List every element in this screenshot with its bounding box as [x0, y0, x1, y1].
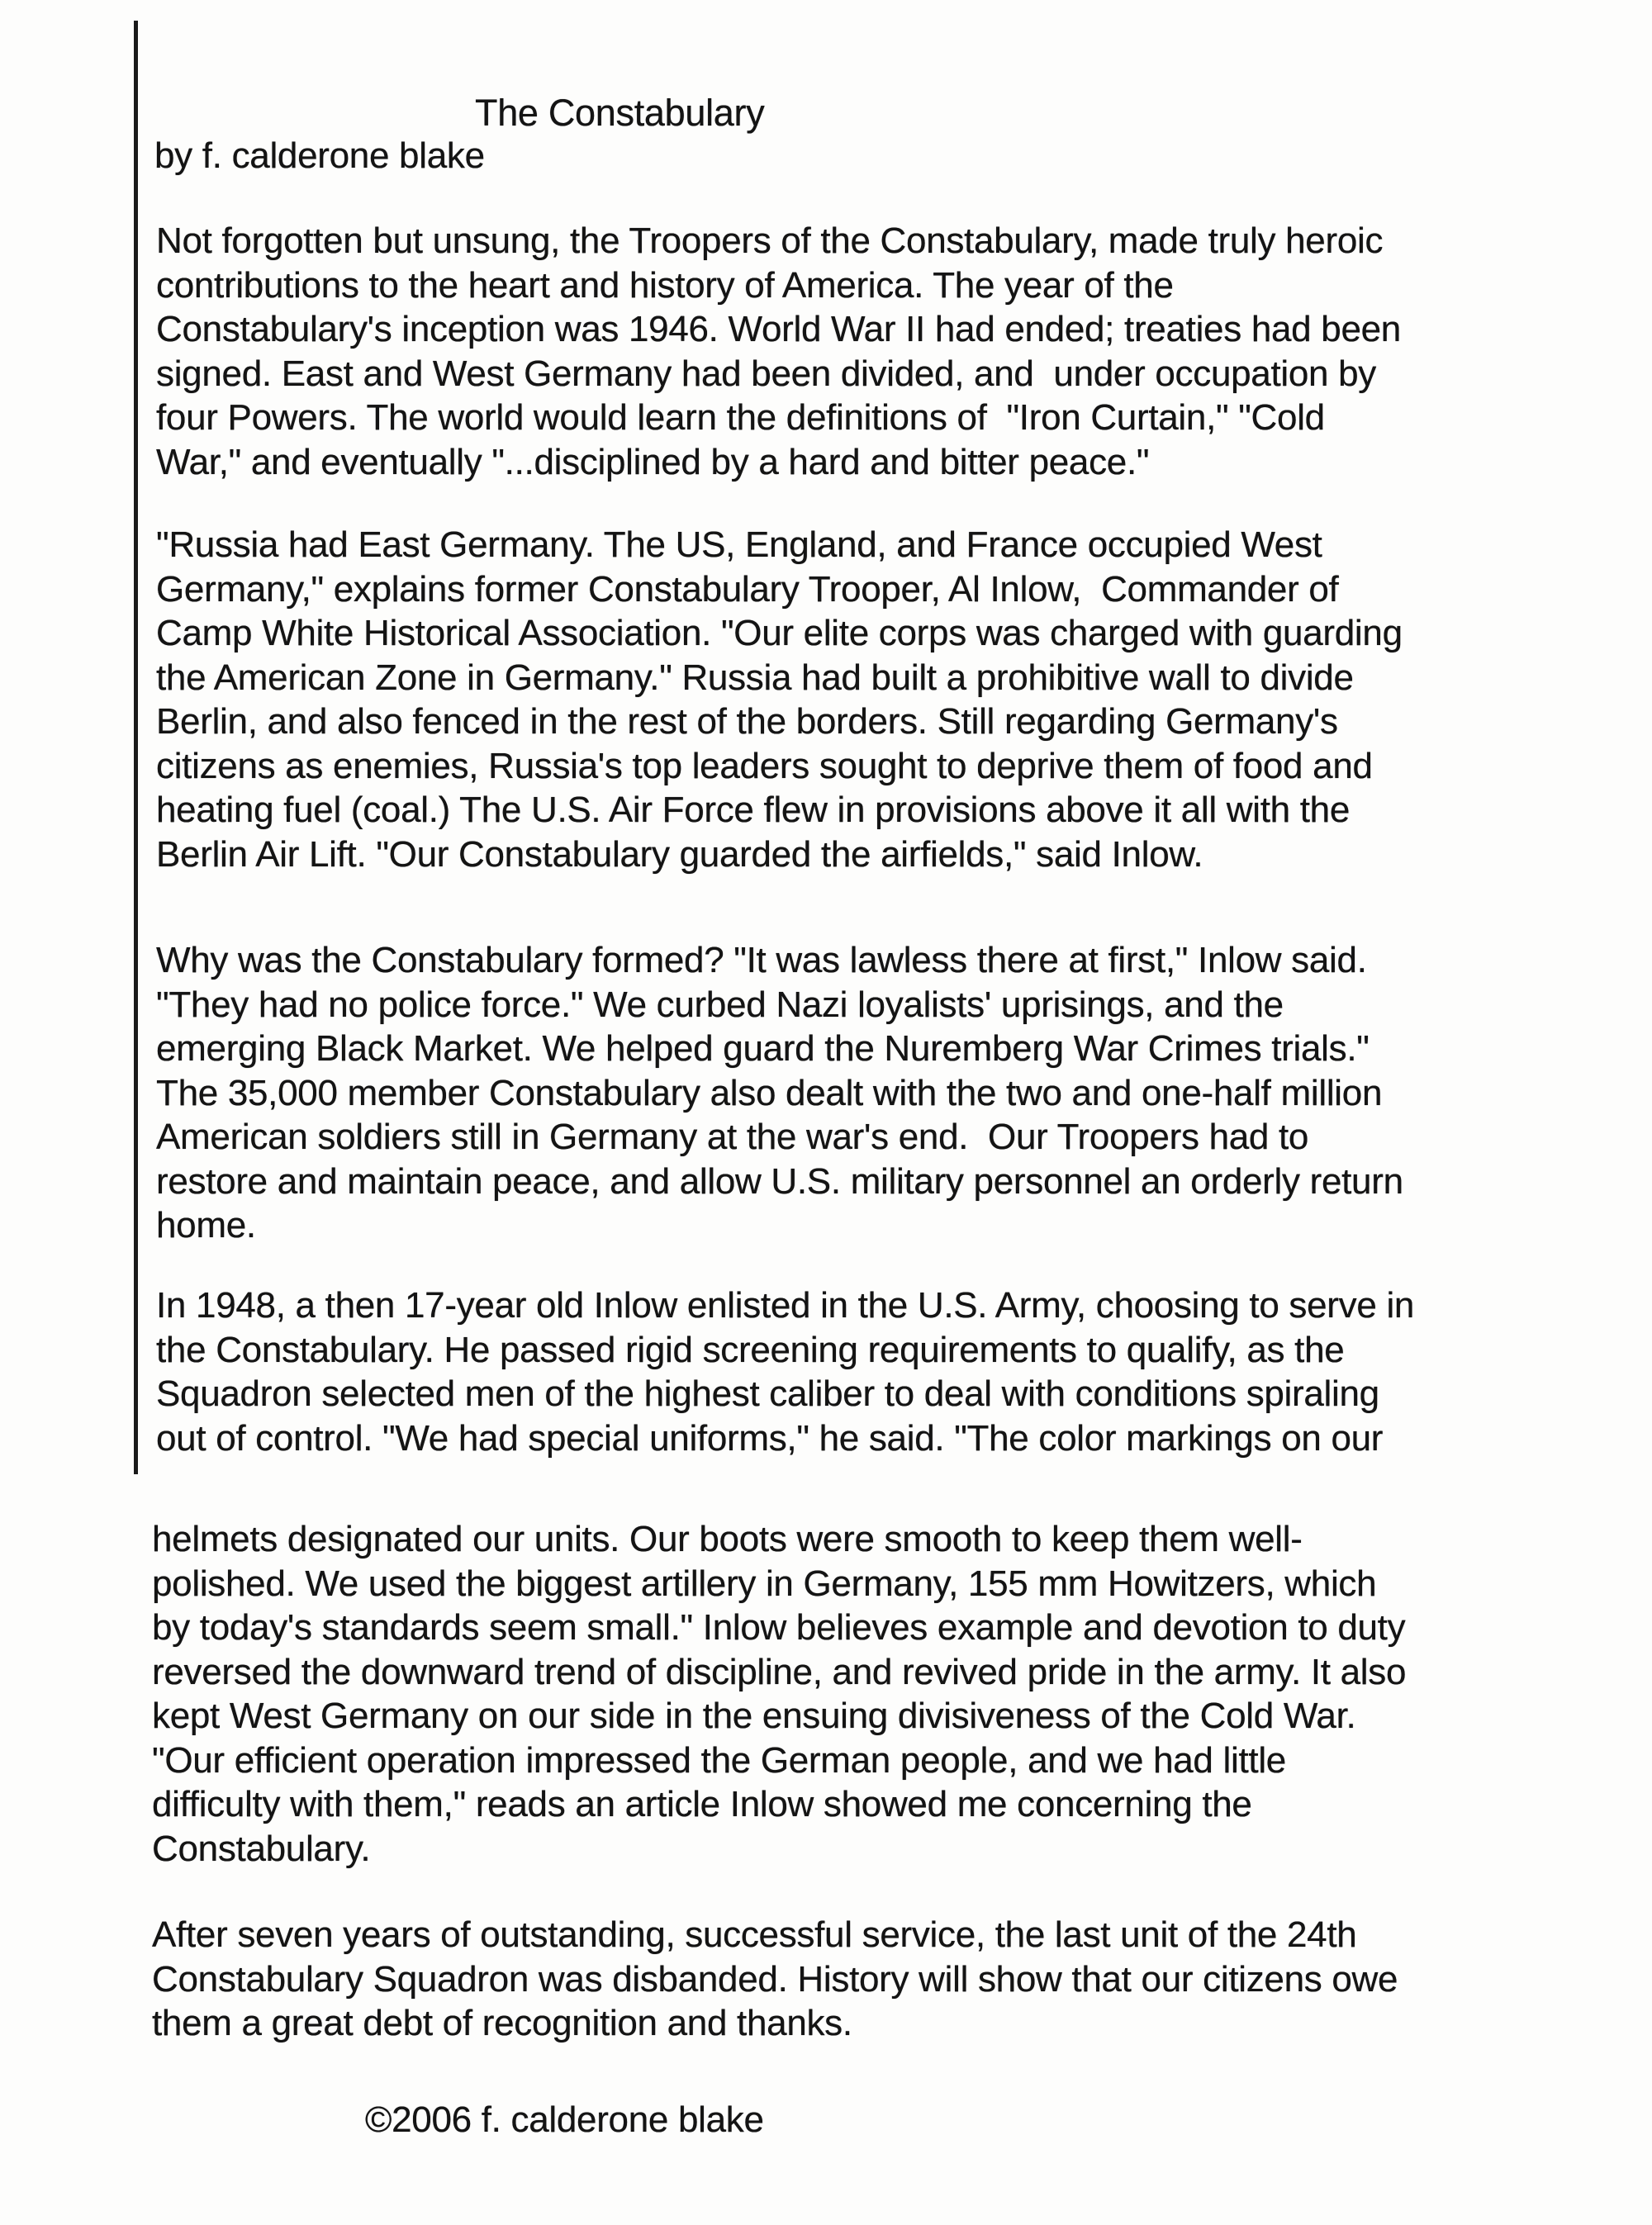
- text-line: four Powers. The world would learn the definitions of "Iron Curtain," "Cold: [156, 397, 1325, 438]
- text-line: Squadron selected men of the highest caliber to deal with conditions spiraling: [156, 1373, 1379, 1414]
- text-line: kept West Germany on our side in the ensuing divisiveness of the Cold War.: [152, 1696, 1356, 1736]
- text-line: Constabulary.: [152, 1828, 371, 1869]
- text-line: Constabulary Squadron was disbanded. History will show that our citizens owe: [152, 1958, 1398, 2000]
- text-line: the American Zone in Germany." Russia had built a prohibitive wall to divide: [156, 657, 1354, 698]
- paragraph-4: [156, 1283, 1414, 1460]
- paragraph-1: [156, 219, 1401, 484]
- text-line: Constabulary's inception was 1946. World War II had ended; treaties had been: [156, 309, 1401, 349]
- text-line: "They had no police force." We curbed Nazi loyalists' uprisings, and the: [156, 984, 1284, 1025]
- paragraph-3: [156, 938, 1403, 1248]
- text-line: reversed the downward trend of discipline, and revived pride in the army. It also: [152, 1651, 1407, 1692]
- text-line: Berlin, and also fenced in the rest of the borders. Still regarding Germany's: [156, 701, 1338, 742]
- text-line: Camp White Historical Association. "Our elite corps was charged with guarding: [156, 613, 1403, 653]
- text-line: emerging Black Market. We helped guard the Nuremberg War Crimes trials.": [156, 1028, 1370, 1069]
- text-line: In 1948, a then 17-year old Inlow enlisted in the U.S. Army, choosing to serve in: [156, 1285, 1415, 1326]
- text-line: Why was the Constabulary formed? "It was lawless there at first," Inlow said.: [156, 940, 1367, 980]
- copyright-notice: ©2006 f. calderone blake: [365, 2099, 764, 2140]
- paragraph-6: [152, 1913, 1398, 2046]
- text-line: contributions to the heart and history of America. The year of the: [156, 264, 1174, 306]
- text-line: American soldiers still in Germany at the war's end. Our Troopers had to: [156, 1117, 1309, 1157]
- text-line: the Constabulary. He passed rigid screening requirements to qualify, as the: [156, 1329, 1345, 1370]
- text-line: by today's standards seem small." Inlow believes example and devotion to duty: [152, 1607, 1406, 1648]
- text-line: "Our efficient operation impressed the German people, and we had little: [152, 1739, 1286, 1781]
- text-line: them a great debt of recognition and thanks.: [152, 2003, 852, 2043]
- text-line: signed. East and West Germany had been divided, and under occupation by: [156, 353, 1377, 394]
- text-line: difficulty with them," reads an article Inlow showed me concerning the: [152, 1784, 1252, 1824]
- text-line: Not forgotten but unsung, the Troopers of the Constabulary, made truly heroic: [156, 221, 1384, 261]
- text-line: home.: [156, 1205, 256, 1245]
- text-line: out of control. "We had special uniforms," he said. "The color markings on our: [156, 1417, 1384, 1459]
- text-line: Germany," explains former Constabulary Trooper, Al Inlow, Commander of: [156, 568, 1339, 610]
- text-line: After seven years of outstanding, successful service, the last unit of the 24th: [152, 1914, 1357, 1955]
- margin-rule: [134, 21, 138, 1474]
- text-line: The 35,000 member Constabulary also dealt with the two and one-half million: [156, 1072, 1383, 1113]
- text-line: helmets designated our units. Our boots were smooth to keep them well-: [152, 1519, 1303, 1559]
- document-title: The Constabulary: [475, 92, 765, 134]
- text-line: Berlin Air Lift. "Our Constabulary guarded the airfields," said Inlow.: [156, 833, 1203, 875]
- text-line: polished. We used the biggest artillery in Germany, 155 mm Howitzers, which: [152, 1563, 1377, 1604]
- text-line: citizens as enemies, Russia's top leaders sought to deprive them of food and: [156, 745, 1373, 786]
- paragraph-5: [152, 1517, 1406, 1871]
- paragraph-2: [156, 523, 1403, 876]
- byline: by f. calderone blake: [154, 135, 485, 176]
- text-line: heating fuel (coal.) The U.S. Air Force flew in provisions above it all with the: [156, 790, 1350, 830]
- text-line: "Russia had East Germany. The US, England, and France occupied West: [156, 524, 1322, 565]
- text-line: restore and maintain peace, and allow U.S. military personnel an orderly return: [156, 1160, 1403, 1202]
- text-line: War," and eventually "...disciplined by a hard and bitter peace.": [156, 441, 1150, 482]
